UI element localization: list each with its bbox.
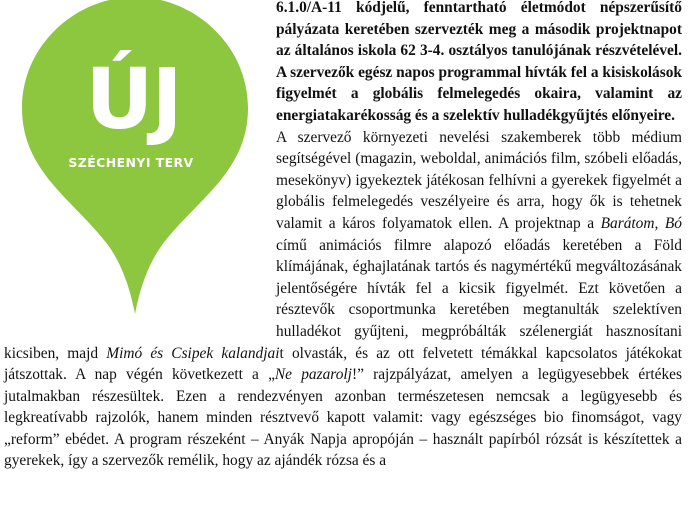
intro-paragraph: 6.1.0/A-11 kódjelű, fenntartható életmódot népszerűsítő pályázata keretében szervezték meg a második projektnapot az általános iskola 62 3-4. osztályos tanulójának részvételével. A szervezők egész napos programmal hívták fel a kisiskolások figyelmét a globális felmelegedés okaira, valamint az energiatakarékosság és a szelektív hulladékgyűjtés előnyeire. xyxy=(276,0,682,124)
paragraph-text: t olvasták, és az ott felvetett témákkal kapcsolatos játékokat játszottak. A nap végén következett a „ xyxy=(4,344,683,384)
logo-tagline: SZÉCHENYI TERV xyxy=(68,155,194,170)
article-body xyxy=(4,0,682,472)
book-title: Mimó és Csipek kalandjai xyxy=(106,344,280,362)
logo-main-text: ÚJ xyxy=(85,50,181,148)
paragraph-text: A szervező környezeti nevelési szakemberek több médium segítségével (magazin, weboldal, animációs film, szóbeli előadás, mesekönyv) igyekeztek játékosan felhívni a gyerekek figyelmét a globális felmelegedés veszélyeire és arra, hogy ők is tehetnek valamit a káros folyamatok ellen. A projektnap a xyxy=(276,128,682,232)
film-title: Barátom, Bó xyxy=(600,214,682,232)
paragraph-text: című animációs filmre alapozó előadás keretében a Föld klímájának, éghajlatának tartós és nagymértékű megváltozásának jelentőségére hívták fel a kicsik figyelmét. Ezt követően a résztevők csoportmunka keretében megtanulták szelektíven hulladékot gyűjteni, megpróbálták szélenergiát hasznosítani kicsiben, majd xyxy=(4,236,682,362)
paragraph-text: !” rajzpályázat, amelyen a legügyesebbek értékes jutalmakban részesültek. Ezen a rendezvényen azonban természetesen nemcsak a legügyesebb és legkreatívabb rajzolók, hanem minden résztvevő kapott valamit: vagy egészséges bio finomságot, vagy „reform” ebédet. A program részeként – Anyák Napja apropóján – használt papírból rózsát is készítettek a gyerekek, így a szervezők remélik, hogy az ajándék rózsa és a xyxy=(4,366,683,470)
competition-title: Ne pazarolj xyxy=(274,366,352,384)
logo-float-spacer xyxy=(4,0,276,342)
